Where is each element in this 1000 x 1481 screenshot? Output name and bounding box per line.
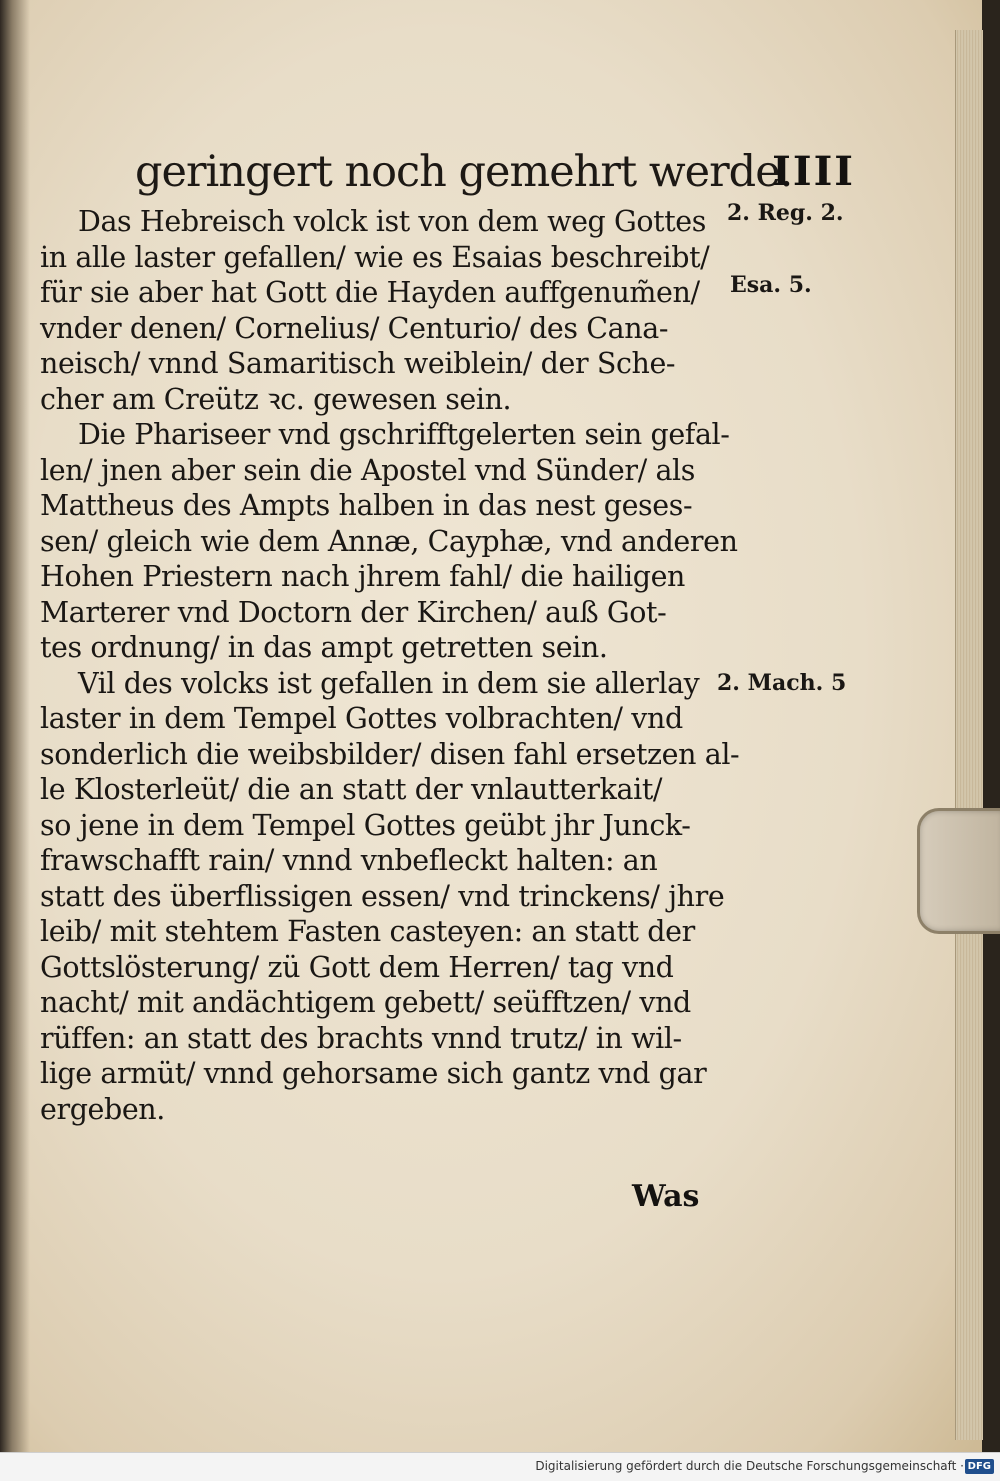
text-line: für sie aber hat Gott die Hayden auffgenum̃en/ bbox=[40, 276, 700, 309]
text-line: lige armüt/ vnnd gehorsame sich gantz vnd gar bbox=[40, 1057, 707, 1090]
text-line: so jene in dem Tempel Gottes geübt jhr Junck- bbox=[40, 808, 691, 842]
body-text bbox=[40, 204, 740, 1127]
text-line: Gottslösterung/ zü Gott dem Herren/ tag vnd bbox=[40, 950, 674, 984]
text-line: rüffen: an statt des brachts vnnd trutz/ in wil- bbox=[40, 1021, 682, 1055]
text-line: sonderlich die weibsbilder/ disen fahl ersetzen al- bbox=[40, 737, 740, 771]
text-line: nacht/ mit andächtigem gebett/ seüfftzen/ vnd bbox=[40, 986, 691, 1019]
text-line: Die Phariseer vnd gschrifftgelerten sein gefal- bbox=[78, 418, 730, 451]
text-line: neisch/ vnnd Samaritisch weiblein/ der Sche- bbox=[40, 347, 676, 380]
text-line: Mattheus des Ampts halben in das nest geses- bbox=[40, 489, 693, 522]
text-line: cher am Creütz ꝛc. gewesen sein. bbox=[40, 382, 512, 416]
text-line: Das Hebreisch volck ist von dem weg Gottes bbox=[78, 205, 706, 238]
text-line: frawschafft rain/ vnnd vnbefleckt halten: an bbox=[40, 844, 658, 877]
funding-credit: Digitalisierung gefördert durch die Deutsche Forschungsgemeinschaft · bbox=[535, 1459, 964, 1473]
page-edge bbox=[955, 30, 983, 1440]
margin-note: 2. Mach. 5 bbox=[717, 670, 847, 696]
text-line: vnder denen/ Cornelius/ Centurio/ des Cana- bbox=[40, 311, 669, 345]
book-clasp bbox=[917, 808, 1000, 934]
dfg-logo: DFG bbox=[965, 1459, 994, 1474]
text-line: leib/ mit stehtem Fasten casteyen: an statt der bbox=[40, 915, 695, 948]
text-line: Hohen Priestern nach jhrem fahl/ die hailigen bbox=[40, 560, 686, 593]
text-line: laster in dem Tempel Gottes volbrachten/ vnd bbox=[40, 702, 683, 735]
margin-note: 2. Reg. 2. bbox=[727, 200, 844, 226]
text-line: len/ jnen aber sein die Apostel vnd Sünder/ als bbox=[40, 453, 695, 487]
text-line: statt des überflissigen essen/ vnd trinckens/ jhre bbox=[40, 879, 725, 913]
text-line: Marterer vnd Doctorn der Kirchen/ auß Got- bbox=[40, 595, 667, 629]
running-head: geringert noch gemehrt werde. bbox=[135, 147, 793, 197]
text-line: ergeben. bbox=[40, 1092, 165, 1126]
text-line: tes ordnung/ in das ampt getretten sein. bbox=[40, 631, 608, 664]
text-line: sen/ gleich wie dem Annæ, Cayphæ, vnd anderen bbox=[40, 524, 738, 558]
text-line: in alle laster gefallen/ wie es Esaias beschreibt/ bbox=[40, 240, 710, 274]
digitization-footer bbox=[0, 1452, 1000, 1481]
folio-number: IIII bbox=[772, 148, 855, 195]
text-line: Vil des volcks ist gefallen in dem sie allerlay bbox=[78, 666, 700, 700]
page-header bbox=[135, 148, 855, 196]
catchword: Was bbox=[632, 1179, 700, 1214]
text-line: le Klosterleüt/ die an statt der vnlautterkait/ bbox=[40, 773, 663, 806]
margin-note: Esa. 5. bbox=[730, 272, 812, 298]
